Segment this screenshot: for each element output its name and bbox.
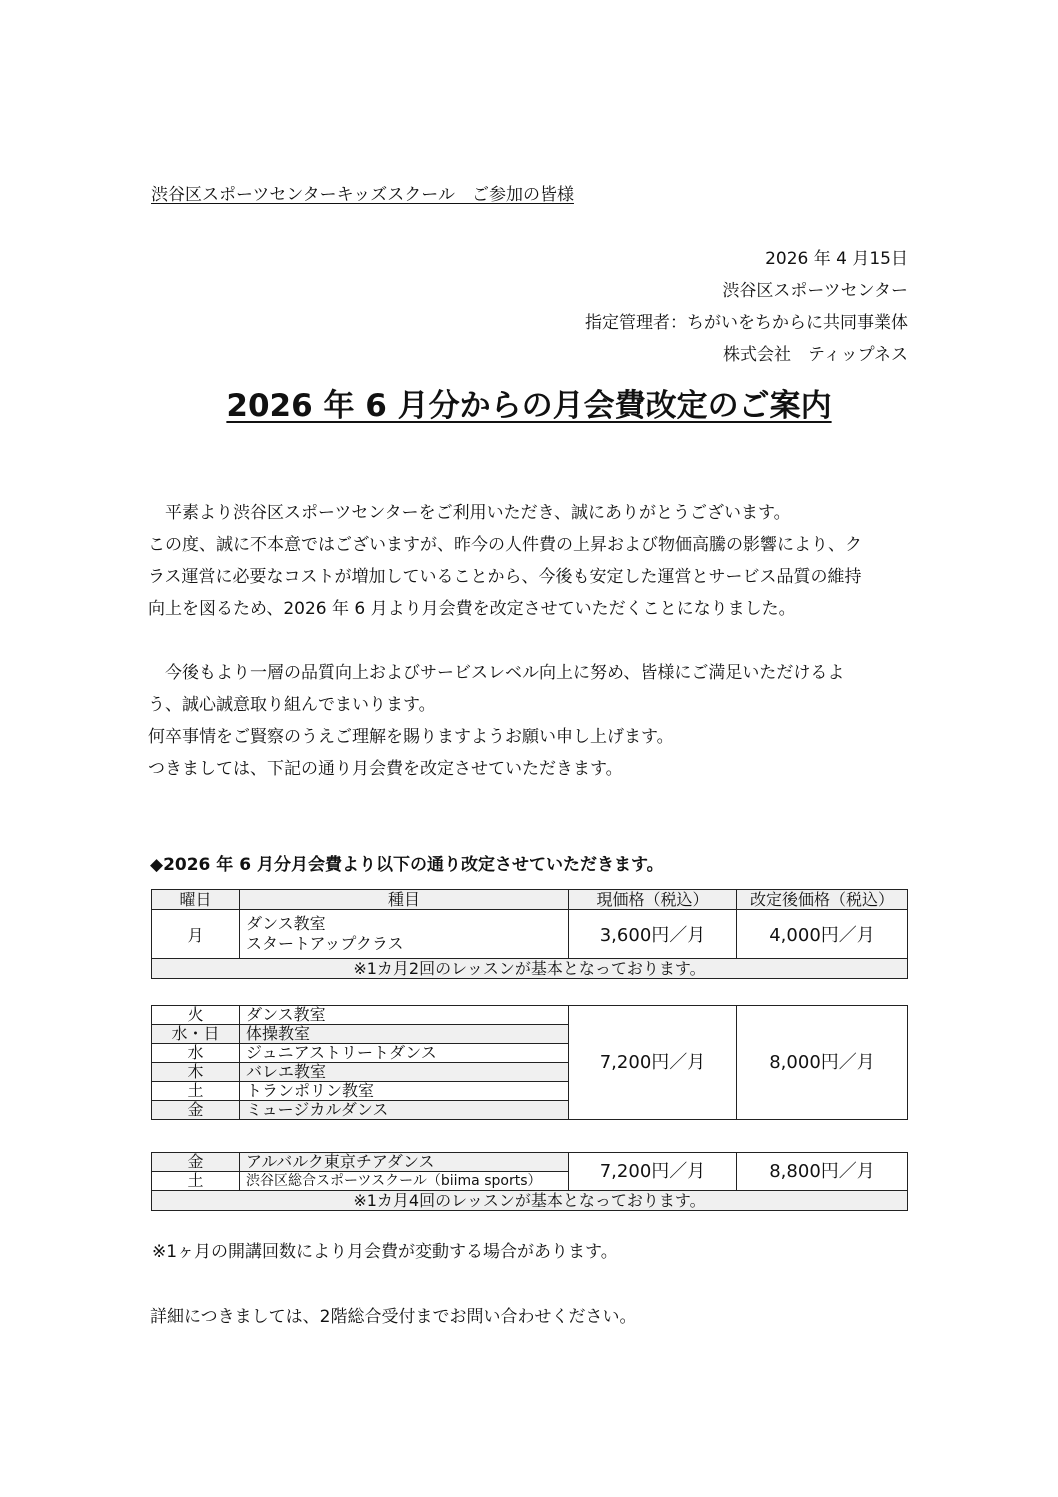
company-name: 株式会社 ティップネス xyxy=(723,345,908,365)
current-price-cell: 7,200円／月 xyxy=(569,1006,737,1120)
lesson-note: ※1カ月2回のレッスンが基本となっております。 xyxy=(152,959,908,979)
day-cell: 土 xyxy=(152,1082,240,1101)
table-row xyxy=(152,1153,908,1172)
contact-note: 詳細につきましては、2階総合受付までお問い合わせください。 xyxy=(150,1307,637,1327)
day-cell: 金 xyxy=(152,1101,240,1120)
class-cell: ジュニアストリートダンス xyxy=(240,1044,569,1063)
paragraph-line: 何卒事情をご賢察のうえご理解を賜りますようお願い申し上げます。 xyxy=(148,727,674,747)
header-current-price: 現価格（税込） xyxy=(569,890,737,910)
lesson-note-row xyxy=(152,959,908,979)
day-cell: 金 xyxy=(152,1153,240,1172)
day-cell: 木 xyxy=(152,1063,240,1082)
table-row xyxy=(152,910,908,959)
class-name: ダンス教室 xyxy=(246,914,326,933)
header-day: 曜日 xyxy=(152,890,240,910)
new-price-cell: 4,000円／月 xyxy=(737,910,908,959)
class-cell: ダンス教室 xyxy=(240,1006,569,1025)
fee-table-weekly xyxy=(151,1005,908,1120)
document-title-text: 2026 年 6 月分からの月会費改定のご案内 xyxy=(226,388,832,424)
footnote: ※1ヶ月の開講回数により月会費が変動する場合があります。 xyxy=(152,1242,618,1262)
paragraph-line: う、誠心誠意取り組んでまいります。 xyxy=(148,695,436,715)
table-header-row xyxy=(152,890,908,910)
paragraph-line: 今後もより一層の品質向上およびサービスレベル向上に努め、皆様にご満足いただけるよ xyxy=(148,663,845,683)
fee-table-special xyxy=(151,1152,908,1211)
class-cell: 体操教室 xyxy=(240,1025,569,1044)
class-name: スタートアップクラス xyxy=(246,934,404,953)
paragraph-2 xyxy=(148,657,918,785)
table-row xyxy=(152,1006,908,1025)
facility-name: 渋谷区スポーツセンター xyxy=(722,281,908,301)
day-cell: 水 xyxy=(152,1044,240,1063)
current-price-cell: 3,600円／月 xyxy=(569,910,737,959)
new-price-cell: 8,000円／月 xyxy=(737,1006,908,1120)
class-cell: アルバルク東京チアダンス xyxy=(240,1153,569,1172)
class-cell: 渋谷区総合スポーツスクール（biima sports） xyxy=(240,1172,569,1191)
paragraph-line: 平素より渋谷区スポーツセンターをご利用いただき、誠にありがとうございます。 xyxy=(148,503,791,523)
class-cell: ミュージカルダンス xyxy=(240,1101,569,1120)
addressee-line: 渋谷区スポーツセンターキッズスクール ご参加の皆様 xyxy=(151,185,574,205)
issue-date: 2026 年 4 月15日 xyxy=(765,249,908,269)
paragraph-line: この度、誠に不本意ではございますが、昨今の人件費の上昇および物価高騰の影響により、ク xyxy=(148,535,862,555)
sender-block xyxy=(585,243,908,371)
paragraph-line: ラス運営に必要なコストが増加していることから、今後も安定した運営とサービス品質の維持 xyxy=(148,567,862,587)
paragraph-line: つきましては、下記の通り月会費を改定させていただきます。 xyxy=(148,759,623,779)
designated-manager: 指定管理者：ちがいをちからに共同事業体 xyxy=(585,313,908,333)
lesson-note: ※1カ月4回のレッスンが基本となっております。 xyxy=(152,1191,908,1211)
paragraph-1 xyxy=(148,497,918,625)
lesson-note-row xyxy=(152,1191,908,1211)
day-cell: 水・日 xyxy=(152,1025,240,1044)
fee-table-monday xyxy=(151,889,908,979)
header-class: 種目 xyxy=(240,890,569,910)
document-title xyxy=(0,380,1058,425)
section-heading: ◆2026 年 6 月分月会費より以下の通り改定させていただきます。 xyxy=(150,855,664,875)
day-cell: 月 xyxy=(152,910,240,959)
header-new-price: 改定後価格（税込） xyxy=(737,890,908,910)
class-cell xyxy=(240,910,569,959)
day-cell: 火 xyxy=(152,1006,240,1025)
current-price-cell: 7,200円／月 xyxy=(569,1153,737,1191)
class-cell: バレエ教室 xyxy=(240,1063,569,1082)
day-cell: 土 xyxy=(152,1172,240,1191)
paragraph-line: 向上を図るため、2026 年 6 月より月会費を改定させていただくことになりました。 xyxy=(148,599,796,619)
new-price-cell: 8,800円／月 xyxy=(737,1153,908,1191)
class-cell: トランポリン教室 xyxy=(240,1082,569,1101)
